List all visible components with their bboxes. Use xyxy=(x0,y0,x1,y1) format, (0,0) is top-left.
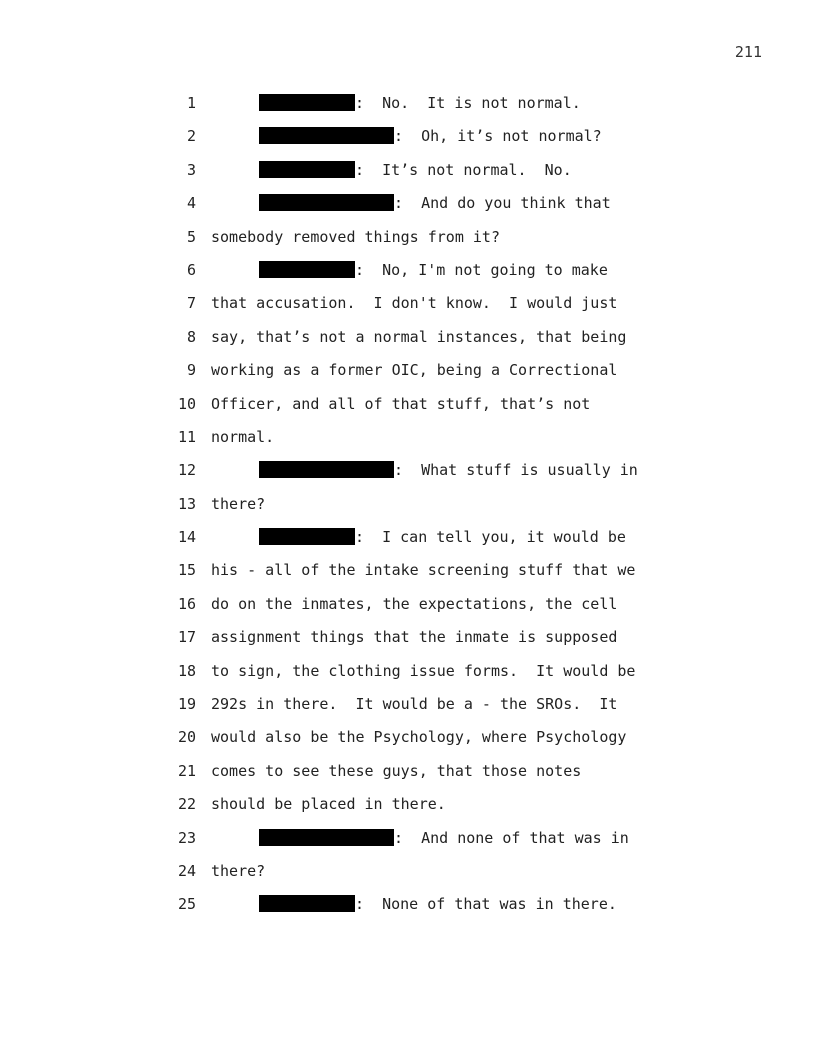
transcript-line xyxy=(0,93,816,126)
speaker-turn xyxy=(259,460,638,480)
line-text: should be placed in there. xyxy=(211,795,446,814)
line-text: to sign, the clothing issue forms. It would be xyxy=(211,661,636,680)
line-number: 1 xyxy=(186,94,196,112)
line-number: 20 xyxy=(177,728,196,747)
speaker-turn xyxy=(259,828,629,848)
line-text: comes to see these guys, that those notes xyxy=(211,761,582,780)
line-text: 292s in there. It would be a - the SROs. It xyxy=(211,695,618,714)
line-number: 22 xyxy=(177,795,196,814)
transcript-line xyxy=(0,494,816,527)
transcript-line xyxy=(0,761,816,794)
speaker-turn xyxy=(259,894,617,914)
transcript-line xyxy=(0,560,816,593)
redacted-speaker-name xyxy=(259,194,394,211)
redacted-speaker-name xyxy=(259,461,394,478)
transcript-line xyxy=(0,828,816,861)
line-text: : And do you think that xyxy=(394,194,611,213)
transcript-line xyxy=(0,327,816,360)
line-number: 10 xyxy=(177,394,196,413)
line-text: there? xyxy=(211,861,266,880)
line-text: : It’s not normal. No. xyxy=(355,160,572,179)
line-text: say, that’s not a normal instances, that being xyxy=(211,327,627,346)
line-number: 5 xyxy=(186,227,196,246)
line-text: : Oh, it’s not normal? xyxy=(394,127,602,146)
line-number: 15 xyxy=(177,561,196,580)
transcript-line xyxy=(0,861,816,894)
transcript-line xyxy=(0,160,816,193)
line-text: do on the inmates, the expectations, the cell xyxy=(211,594,618,613)
page-number: 211 xyxy=(734,43,762,61)
line-text: : None of that was in there. xyxy=(355,895,617,914)
transcript-line xyxy=(0,260,816,293)
transcript-body xyxy=(0,93,816,928)
line-text: would also be the Psychology, where Psychology xyxy=(211,728,627,747)
line-number: 14 xyxy=(177,528,196,547)
line-number: 2 xyxy=(186,127,196,146)
line-text: his - all of the intake screening stuff that we xyxy=(211,561,636,580)
line-number: 8 xyxy=(186,327,196,346)
line-number: 24 xyxy=(177,861,196,880)
speaker-turn xyxy=(259,93,581,113)
transcript-line xyxy=(0,126,816,159)
line-number: 7 xyxy=(186,294,196,313)
line-text: that accusation. I don't know. I would just xyxy=(211,294,618,313)
line-text: normal. xyxy=(211,427,275,446)
redacted-speaker-name xyxy=(259,94,355,111)
transcript-line xyxy=(0,293,816,326)
line-number: 25 xyxy=(177,895,196,914)
transcript-line xyxy=(0,193,816,226)
speaker-turn xyxy=(259,527,626,547)
transcript-line xyxy=(0,394,816,427)
line-number: 6 xyxy=(186,260,196,279)
transcript-line xyxy=(0,661,816,694)
line-text: : What stuff is usually in xyxy=(394,461,638,480)
speaker-turn xyxy=(259,126,602,146)
line-number: 23 xyxy=(177,828,196,847)
transcript-line xyxy=(0,360,816,393)
line-text: assignment things that the inmate is supposed xyxy=(211,628,618,647)
redacted-speaker-name xyxy=(259,261,355,278)
line-number: 21 xyxy=(177,761,196,780)
line-number: 13 xyxy=(177,494,196,513)
line-text: there? xyxy=(211,494,266,513)
line-text: : I can tell you, it would be xyxy=(355,528,626,547)
transcript-line xyxy=(0,694,816,727)
speaker-turn xyxy=(259,260,608,280)
redacted-speaker-name xyxy=(259,829,394,846)
transcript-line xyxy=(0,727,816,760)
redacted-speaker-name xyxy=(259,528,355,545)
line-number: 17 xyxy=(177,628,196,647)
line-text: : And none of that was in xyxy=(394,828,629,847)
transcript-line xyxy=(0,794,816,827)
transcript-line xyxy=(0,627,816,660)
line-number: 11 xyxy=(177,427,196,446)
transcript-line xyxy=(0,527,816,560)
line-text: : No. It is not normal. xyxy=(355,94,581,112)
redacted-speaker-name xyxy=(259,161,355,178)
transcript-line xyxy=(0,894,816,927)
transcript-line xyxy=(0,427,816,460)
line-text: somebody removed things from it? xyxy=(211,227,500,246)
line-number: 4 xyxy=(186,194,196,213)
line-text: working as a former OIC, being a Correctional xyxy=(211,361,618,380)
speaker-turn xyxy=(259,193,611,213)
transcript-line xyxy=(0,227,816,260)
line-number: 9 xyxy=(186,361,196,380)
line-number: 3 xyxy=(186,160,196,179)
speaker-turn xyxy=(259,160,572,180)
transcript-line xyxy=(0,594,816,627)
line-number: 18 xyxy=(177,661,196,680)
redacted-speaker-name xyxy=(259,127,394,144)
line-number: 16 xyxy=(177,594,196,613)
line-text: : No, I'm not going to make xyxy=(355,260,608,279)
line-number: 19 xyxy=(177,695,196,714)
redacted-speaker-name xyxy=(259,895,355,912)
line-text: Officer, and all of that stuff, that’s not xyxy=(211,394,591,413)
transcript-line xyxy=(0,460,816,493)
line-number: 12 xyxy=(177,461,196,480)
